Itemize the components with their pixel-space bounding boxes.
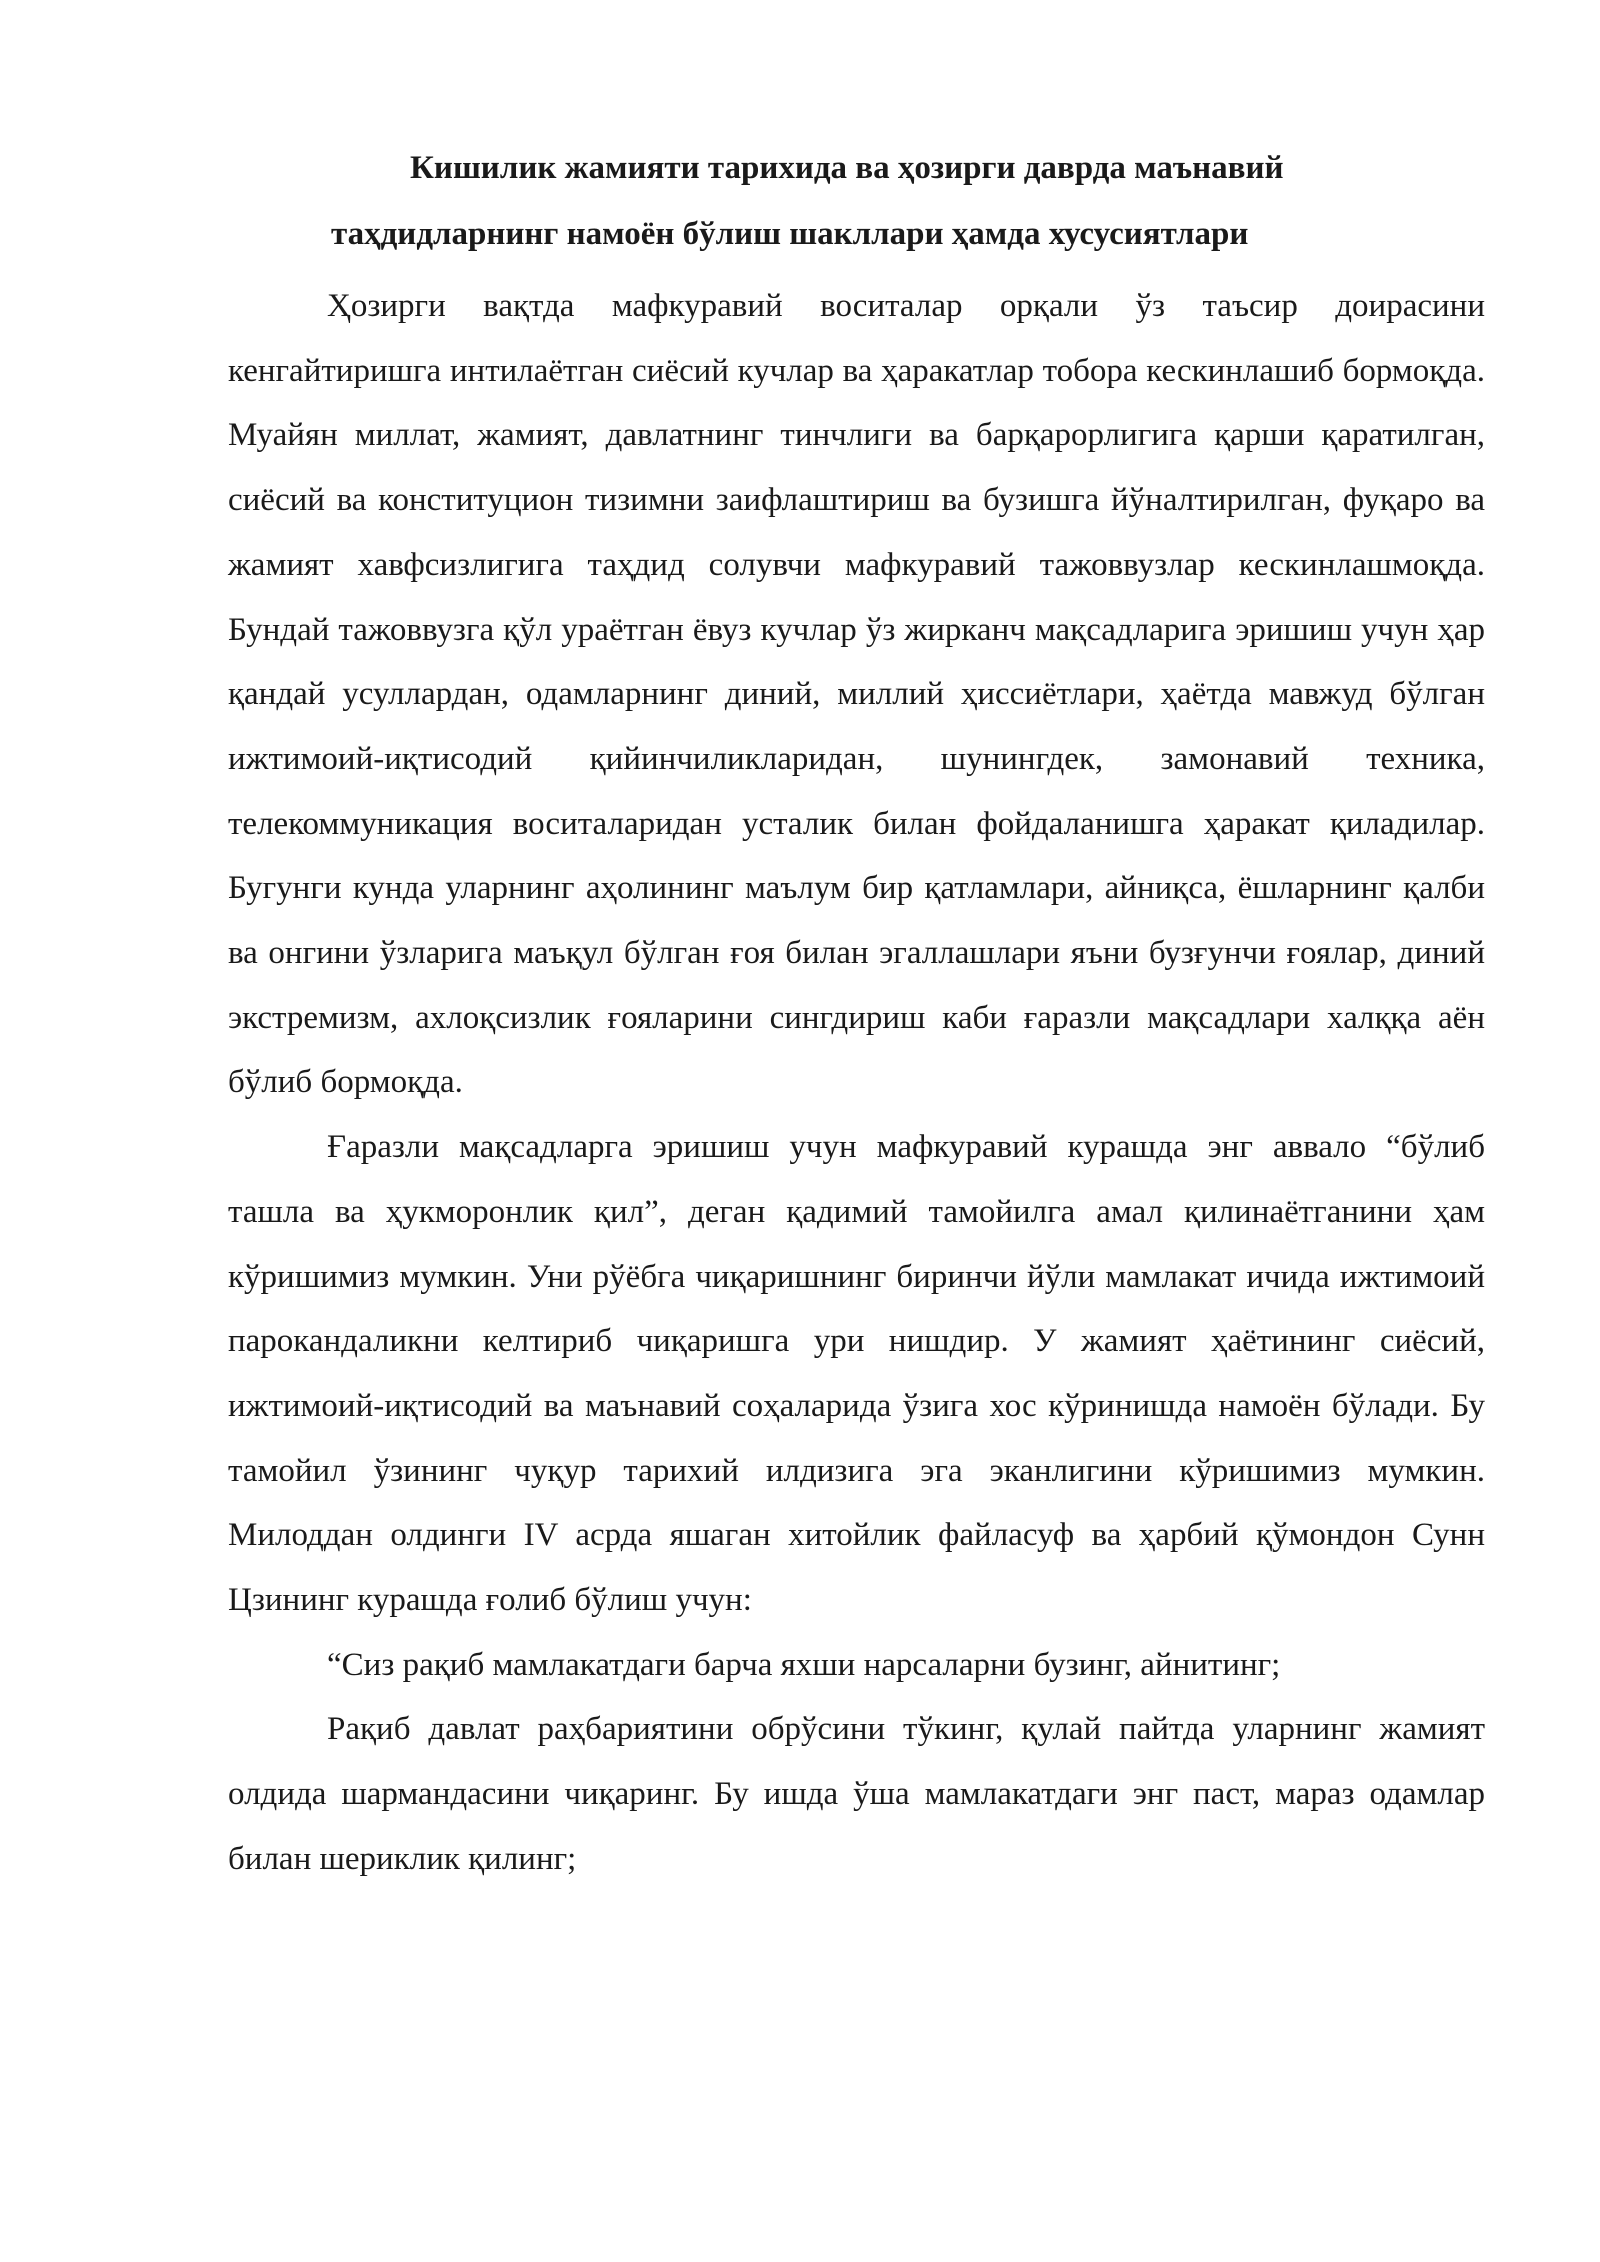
paragraph-3: “Сиз рақиб мамлакатдаги барча яхши нарсаларни бузинг, айнитинг;	[327, 1646, 1281, 1683]
document-body	[228, 148, 1485, 1892]
paragraph-2: Ғаразли мақсадларга эришиш учун мафкуравий курашда энг аввало “бўлиб ташла ва ҳукморонлик қил”, деган қадимий тамойилга амал қилинаётганини ҳам кўришимиз мумкин. Уни рўёбга чиқаришнинг биринчи йўли мамлакат ичида ижтимоий парокандаликни келтириб чиқаришга ури нишдир. У жамият ҳаётининг сиёсий, ижтимоий-иқтисодий ва маънавий соҳаларида ўзига хос кўринишда намоён бўлади. Бу тамойил ўзининг чуқур тарихий илдизига эга эканлигини кўришимиз мумкин. Милоддан олдинги IV асрда яшаган хитойлик файласуф ва ҳарбий қўмондон Сунн Цзининг курашда ғолиб бўлиш учун:	[228, 1129, 1485, 1619]
paragraph-1: Ҳозирги вақтда мафкуравий воситалар орқали ўз таъсир доирасини кенгайтиришга интилаётган сиёсий кучлар ва ҳаракатлар тобора кескинлашиб бормоқда. Муайян миллат, жамият, давлатнинг тинчлиги ва барқарорлигига қарши қаратилган, сиёсий ва конституцион тизимни заифлаштириш ва бузишга йўналтирилган, фуқаро ва жамият хавфсизлигига таҳдид солувчи мафкуравий тажоввузлар кескинлашмоқда. Бундай тажоввузга қўл ураётган ёвуз кучлар ўз жирканч мақсадларига эришиш учун ҳар қандай усуллардан, одамларнинг диний, миллий ҳиссиётлари, ҳаётда мавжуд бўлган ижтимоий-иқтисодий қийинчиликларидан, шунингдек, замонавий техника, телекоммуникация воситаларидан усталик билан фойдаланишга ҳаракат қиладилар. Бугунги кунда уларнинг аҳолининг маълум бир қатламлари, айниқса, ёшларнинг қалби ва онгини ўзларига маъқул бўлган ғоя билан эгаллашлари яъни бузғунчи ғоялар, диний экстремизм, ахлоқсизлик ғояларини сингдириш каби ғаразли мақсадлари халққа аён бўлиб бормоқда.	[228, 288, 1485, 1101]
paragraph-4: Рақиб давлат раҳбариятини обрўсини тўкинг, қулай пайтда уларнинг жамият олдида шармандасини чиқаринг. Бу ишда ўша мамлакатдаги энг паст, мараз одамлар билан шериклик қилинг;	[228, 1711, 1485, 1877]
document-title-line-2: таҳдидларнинг намоён бўлиш шакллари ҳамда хусусиятлари	[331, 216, 1249, 252]
document-title-line-1: Кишилик жамияти тарихида ва ҳозирги даврда маънавий	[410, 150, 1284, 186]
